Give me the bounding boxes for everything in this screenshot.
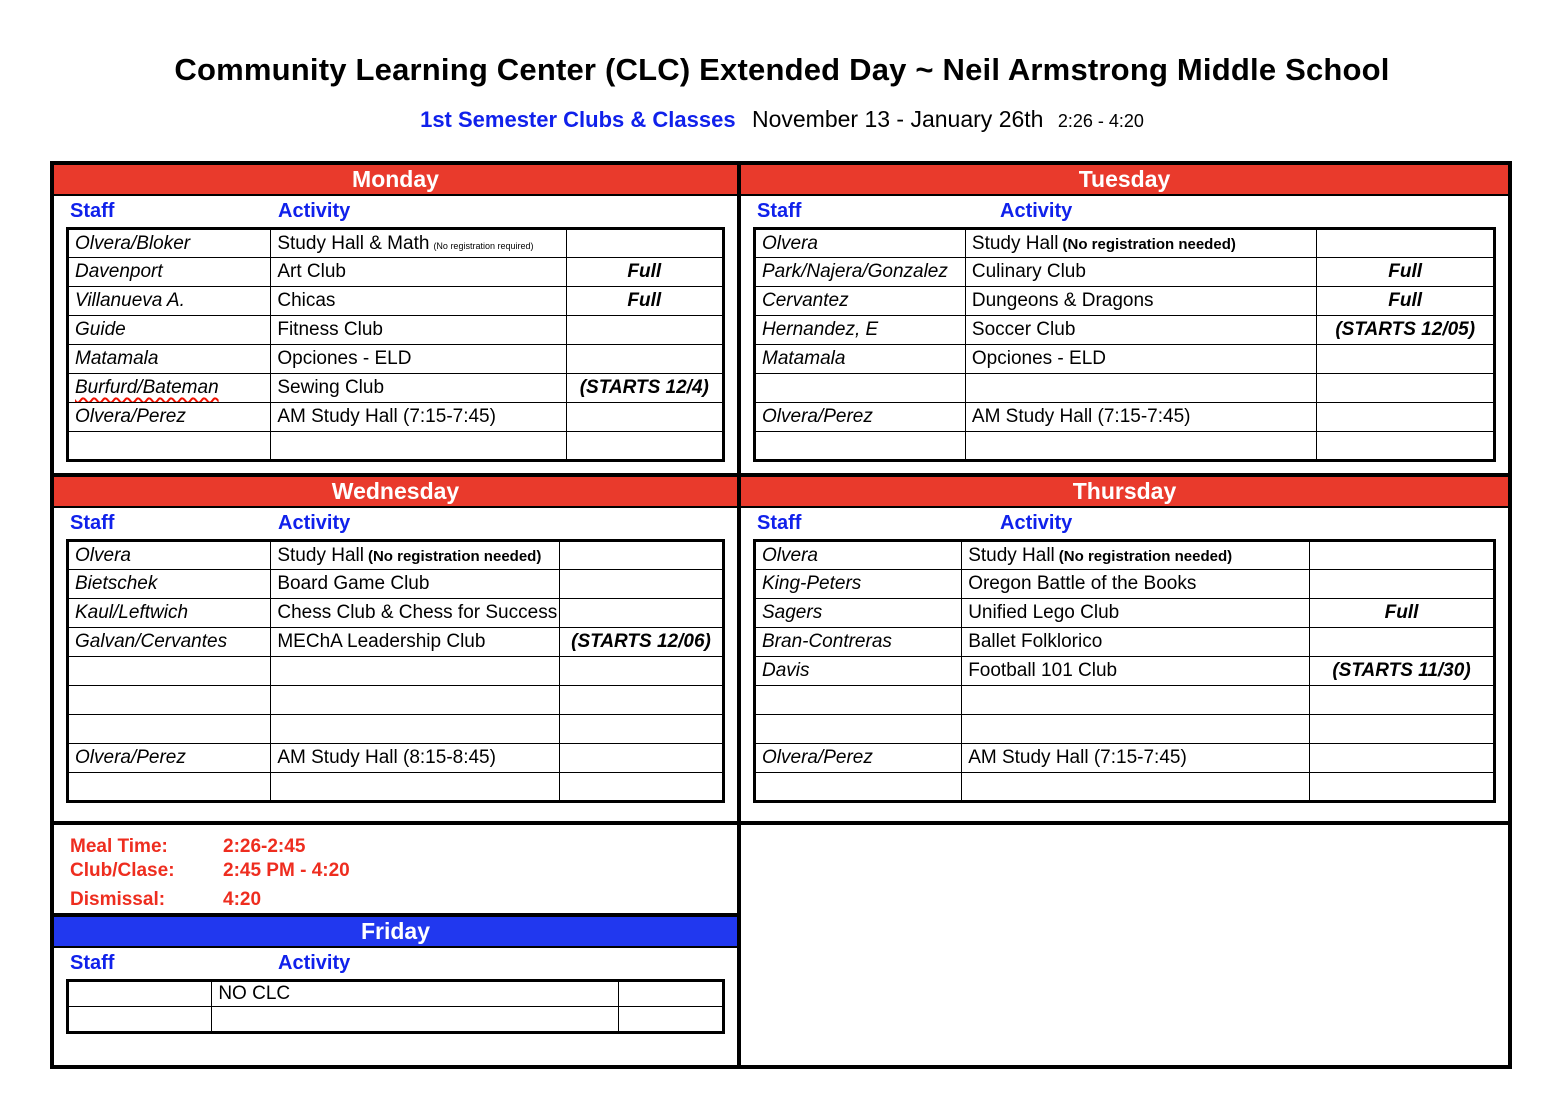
schedule-row bbox=[755, 432, 1495, 461]
activity-name: MEChA Leadership Club bbox=[277, 631, 486, 652]
schedule-row bbox=[755, 258, 1495, 287]
status-note-cell bbox=[566, 316, 723, 345]
schedule-grid bbox=[50, 161, 1512, 1069]
dismissal-label: Dismissal: bbox=[70, 889, 166, 910]
activity-name: NO CLC bbox=[218, 983, 291, 1004]
activity-cell bbox=[271, 229, 566, 258]
schedule-row bbox=[755, 715, 1495, 744]
activity-cell bbox=[271, 374, 566, 403]
staff-name-cell: Olvera/Perez bbox=[755, 744, 962, 773]
activity-name: Board Game Club bbox=[277, 573, 430, 594]
activity-cell bbox=[212, 1007, 619, 1033]
activity-cell bbox=[212, 981, 619, 1007]
staff-name-cell: Matamala bbox=[755, 345, 966, 374]
activity-name: Football 101 Club bbox=[968, 660, 1118, 681]
registration-note: (No registration needed) bbox=[1062, 235, 1236, 253]
status-note-cell bbox=[1317, 374, 1495, 403]
schedule-row bbox=[68, 981, 724, 1007]
staff-name-cell: Villanueva A. bbox=[68, 287, 271, 316]
staff-name-cell bbox=[755, 374, 966, 403]
day-title: Tuesday bbox=[1078, 166, 1171, 192]
activity-cell bbox=[962, 744, 1310, 773]
activity-name: Oregon Battle of the Books bbox=[968, 573, 1197, 594]
activity-cell bbox=[965, 403, 1317, 432]
staff-column-header: Staff bbox=[70, 512, 115, 534]
activity-cell bbox=[962, 773, 1310, 802]
schedule-row bbox=[755, 403, 1495, 432]
status-note-cell: (STARTS 12/06) bbox=[559, 628, 723, 657]
status-note-cell bbox=[619, 981, 724, 1007]
staff-name-cell: Olvera/Perez bbox=[68, 744, 271, 773]
activity-cell bbox=[962, 686, 1310, 715]
activity-name: Sewing Club bbox=[277, 377, 385, 398]
status-note-cell bbox=[559, 744, 723, 773]
friday-header-bar bbox=[54, 917, 737, 948]
staff-name-cell: Olvera/Bloker bbox=[68, 229, 271, 258]
activity-cell bbox=[271, 599, 560, 628]
activity-cell bbox=[271, 773, 560, 802]
staff-name-cell bbox=[68, 1007, 212, 1033]
activity-cell bbox=[271, 628, 560, 657]
activity-column-header: Activity bbox=[278, 512, 351, 534]
activity-cell bbox=[271, 287, 566, 316]
activity-name: Study Hall bbox=[971, 232, 1059, 254]
meal-time-row bbox=[70, 835, 737, 859]
registration-note: (No registration required) bbox=[433, 240, 534, 251]
status-note-cell bbox=[1309, 715, 1494, 744]
status-note-cell bbox=[559, 715, 723, 744]
status-note-cell bbox=[566, 229, 723, 258]
activity-cell bbox=[962, 599, 1310, 628]
activity-name: Soccer Club bbox=[971, 319, 1076, 340]
activity-cell bbox=[965, 345, 1317, 374]
schedule-row bbox=[68, 628, 724, 657]
schedule-row bbox=[68, 258, 724, 287]
activity-column-header: Activity bbox=[278, 200, 351, 222]
schedule-row bbox=[68, 773, 724, 802]
day-title: Wednesday bbox=[331, 478, 460, 504]
staff-name-cell bbox=[68, 715, 271, 744]
activity-cell bbox=[965, 287, 1317, 316]
schedule-row bbox=[755, 287, 1495, 316]
time-range: 2:26 - 4:20 bbox=[1057, 111, 1144, 131]
column-labels bbox=[54, 948, 737, 979]
status-note-cell bbox=[566, 432, 723, 461]
staff-name-cell: King-Peters bbox=[755, 570, 962, 599]
schedule-row bbox=[68, 599, 724, 628]
daily-times-block bbox=[54, 825, 737, 917]
schedule-row bbox=[68, 541, 724, 570]
schedule-row bbox=[755, 744, 1495, 773]
status-note-cell bbox=[1309, 570, 1494, 599]
schedule-row bbox=[68, 686, 724, 715]
activity-cell bbox=[271, 686, 560, 715]
schedule-row bbox=[755, 599, 1495, 628]
activity-cell bbox=[965, 374, 1317, 403]
schedule-row bbox=[755, 657, 1495, 686]
schedule-row bbox=[755, 541, 1495, 570]
staff-name-cell bbox=[68, 432, 271, 461]
activity-cell bbox=[271, 541, 560, 570]
activity-cell bbox=[965, 258, 1317, 287]
schedule-row bbox=[755, 773, 1495, 802]
friday-schedule-table bbox=[66, 979, 725, 1034]
staff-name-cell bbox=[755, 773, 962, 802]
activity-name: Culinary Club bbox=[971, 261, 1086, 282]
status-note-cell: Full bbox=[1309, 599, 1494, 628]
activity-name: Opciones - ELD bbox=[277, 348, 412, 369]
staff-column-header: Staff bbox=[70, 200, 115, 222]
column-labels bbox=[54, 196, 737, 227]
status-note-cell bbox=[1309, 744, 1494, 773]
activity-name: Study Hall & Math bbox=[277, 232, 430, 254]
staff-name-cell: Cervantez bbox=[755, 287, 966, 316]
activity-cell bbox=[965, 432, 1317, 461]
staff-column-header: Staff bbox=[757, 512, 802, 534]
activity-cell bbox=[271, 258, 566, 287]
staff-name-cell: Park/Najera/Gonzalez bbox=[755, 258, 966, 287]
tuesday-schedule-table bbox=[753, 227, 1496, 462]
staff-name-cell: Guide bbox=[68, 316, 271, 345]
status-note-cell bbox=[1309, 628, 1494, 657]
schedule-row bbox=[68, 316, 724, 345]
staff-name-cell bbox=[755, 715, 962, 744]
schedule-row bbox=[68, 374, 724, 403]
monday-header-bar bbox=[54, 165, 737, 196]
staff-name-cell: Olvera bbox=[68, 541, 271, 570]
tuesday-rows bbox=[755, 229, 1495, 461]
activity-name: Dungeons & Dragons bbox=[971, 290, 1154, 311]
registration-note: (No registration needed) bbox=[367, 547, 542, 565]
schedule-row bbox=[68, 744, 724, 773]
schedule-row bbox=[755, 229, 1495, 258]
staff-column-header: Staff bbox=[757, 200, 802, 222]
wednesday-schedule-table bbox=[66, 539, 725, 803]
activity-name: Unified Lego Club bbox=[968, 602, 1120, 623]
club-time-label: Club/Clase: bbox=[70, 860, 175, 881]
activity-name: Chicas bbox=[277, 290, 336, 311]
panel-friday bbox=[54, 917, 737, 1065]
subtitle bbox=[0, 106, 1564, 133]
schedule-row bbox=[755, 316, 1495, 345]
status-note-cell bbox=[566, 403, 723, 432]
staff-name-cell: Galvan/Cervantes bbox=[68, 628, 271, 657]
status-note-cell bbox=[559, 657, 723, 686]
staff-name-cell: Sagers bbox=[755, 599, 962, 628]
staff-name-cell: Olvera/Perez bbox=[68, 403, 271, 432]
activity-cell bbox=[271, 316, 566, 345]
staff-name-cell: Bietschek bbox=[68, 570, 271, 599]
status-note-cell bbox=[619, 1007, 724, 1033]
status-note-cell: Full bbox=[566, 287, 723, 316]
schedule-row bbox=[68, 287, 724, 316]
day-title: Thursday bbox=[1072, 478, 1177, 504]
schedule-row bbox=[68, 345, 724, 374]
activity-cell bbox=[962, 715, 1310, 744]
schedule-row bbox=[68, 229, 724, 258]
registration-note: (No registration needed) bbox=[1058, 547, 1233, 565]
activity-name: AM Study Hall (7:15-7:45) bbox=[971, 406, 1191, 427]
activity-cell bbox=[271, 403, 566, 432]
activity-name: Study Hall bbox=[277, 544, 364, 566]
staff-name-cell: Davis bbox=[755, 657, 962, 686]
status-note-cell bbox=[1317, 403, 1495, 432]
status-note-cell: (STARTS 11/30) bbox=[1309, 657, 1494, 686]
schedule-row bbox=[755, 570, 1495, 599]
panel-tuesday bbox=[741, 165, 1508, 477]
staff-name-cell bbox=[68, 657, 271, 686]
activity-name: Chess Club & Chess for Success bbox=[277, 602, 558, 623]
status-note-cell bbox=[1309, 541, 1494, 570]
status-note-cell: Full bbox=[1317, 287, 1495, 316]
day-title: Monday bbox=[352, 166, 439, 192]
activity-cell bbox=[962, 570, 1310, 599]
day-title: Friday bbox=[360, 918, 431, 944]
schedule-row bbox=[755, 628, 1495, 657]
status-note-cell: (STARTS 12/05) bbox=[1317, 316, 1495, 345]
schedule-row bbox=[68, 715, 724, 744]
staff-name-cell bbox=[68, 686, 271, 715]
activity-cell bbox=[965, 229, 1317, 258]
status-note-cell bbox=[1309, 773, 1494, 802]
status-note-cell: (STARTS 12/4) bbox=[566, 374, 723, 403]
schedule-row bbox=[755, 345, 1495, 374]
activity-cell bbox=[962, 628, 1310, 657]
staff-name-cell: Davenport bbox=[68, 258, 271, 287]
activity-cell bbox=[271, 744, 560, 773]
thursday-header-bar bbox=[741, 477, 1508, 508]
staff-name-cell: Olvera bbox=[755, 229, 966, 258]
date-range: November 13 - January 26th bbox=[751, 106, 1044, 132]
schedule-row bbox=[755, 686, 1495, 715]
activity-name: Art Club bbox=[277, 261, 346, 282]
schedule-row bbox=[68, 570, 724, 599]
staff-name-cell: Bran-Contreras bbox=[755, 628, 962, 657]
staff-name-cell: Olvera/Perez bbox=[755, 403, 966, 432]
staff-name-cell: Hernandez, E bbox=[755, 316, 966, 345]
activity-cell bbox=[965, 316, 1317, 345]
column-labels bbox=[54, 508, 737, 539]
staff-name-cell: Burfurd/Bateman bbox=[68, 374, 271, 403]
activity-name: Ballet Folklorico bbox=[968, 631, 1103, 652]
schedule-row bbox=[68, 432, 724, 461]
activity-cell bbox=[271, 715, 560, 744]
activity-cell bbox=[271, 657, 560, 686]
schedule-row bbox=[68, 403, 724, 432]
meal-time-value: 2:26-2:45 bbox=[223, 836, 306, 857]
activity-name: Study Hall bbox=[968, 544, 1055, 566]
panel-monday bbox=[54, 165, 737, 477]
friday-rows bbox=[68, 981, 724, 1033]
activity-name: AM Study Hall (7:15-7:45) bbox=[968, 747, 1187, 768]
tuesday-header-bar bbox=[741, 165, 1508, 196]
schedule-row bbox=[755, 374, 1495, 403]
wednesday-header-bar bbox=[54, 477, 737, 508]
staff-name-cell: Matamala bbox=[68, 345, 271, 374]
schedule-row bbox=[68, 1007, 724, 1033]
staff-name-cell bbox=[68, 981, 212, 1007]
activity-column-header: Activity bbox=[278, 952, 351, 974]
status-note-cell bbox=[559, 541, 723, 570]
monday-rows bbox=[68, 229, 724, 461]
activity-cell bbox=[962, 541, 1310, 570]
staff-name-cell: Olvera bbox=[755, 541, 962, 570]
club-time-value: 2:45 PM - 4:20 bbox=[223, 860, 350, 881]
dismissal-row bbox=[70, 888, 737, 912]
activity-cell bbox=[271, 570, 560, 599]
panel-wednesday bbox=[54, 477, 737, 825]
column-labels bbox=[741, 508, 1508, 539]
staff-name-cell: Kaul/Leftwich bbox=[68, 599, 271, 628]
status-note-cell: Full bbox=[1317, 258, 1495, 287]
activity-name: AM Study Hall (8:15-8:45) bbox=[277, 747, 496, 768]
status-note-cell bbox=[1309, 686, 1494, 715]
activity-name: Fitness Club bbox=[277, 319, 383, 340]
panel-thursday bbox=[741, 477, 1508, 825]
monday-schedule-table bbox=[66, 227, 725, 462]
staff-column-header: Staff bbox=[70, 952, 115, 974]
page-title: Community Learning Center (CLC) Extended Day ~ Neil Armstrong Middle School bbox=[174, 52, 1390, 87]
empty-region bbox=[741, 825, 1508, 1065]
activity-cell bbox=[271, 432, 566, 461]
activity-name: Opciones - ELD bbox=[971, 348, 1107, 369]
status-note-cell bbox=[559, 686, 723, 715]
staff-name-cell bbox=[68, 773, 271, 802]
staff-name-cell bbox=[755, 432, 966, 461]
status-note-cell bbox=[559, 599, 723, 628]
left-column bbox=[54, 165, 741, 1065]
activity-cell bbox=[962, 657, 1310, 686]
status-note-cell bbox=[1317, 345, 1495, 374]
activity-cell bbox=[271, 345, 566, 374]
semester-label: 1st Semester Clubs & Classes bbox=[420, 107, 736, 132]
schedule-row bbox=[68, 657, 724, 686]
activity-column-header: Activity bbox=[1000, 200, 1073, 222]
status-note-cell bbox=[1317, 229, 1495, 258]
status-note-cell bbox=[566, 345, 723, 374]
status-note-cell bbox=[559, 570, 723, 599]
wednesday-rows bbox=[68, 541, 724, 802]
column-labels bbox=[741, 196, 1508, 227]
right-column bbox=[741, 165, 1508, 1065]
dismissal-value: 4:20 bbox=[223, 889, 262, 910]
status-note-cell bbox=[559, 773, 723, 802]
club-time-row bbox=[70, 859, 737, 883]
thursday-rows bbox=[755, 541, 1495, 802]
activity-column-header: Activity bbox=[1000, 512, 1073, 534]
staff-name-cell bbox=[755, 686, 962, 715]
status-note-cell bbox=[1317, 432, 1495, 461]
status-note-cell: Full bbox=[566, 258, 723, 287]
thursday-schedule-table bbox=[753, 539, 1496, 803]
activity-name: AM Study Hall (7:15-7:45) bbox=[277, 406, 496, 427]
meal-time-label: Meal Time: bbox=[70, 836, 168, 857]
